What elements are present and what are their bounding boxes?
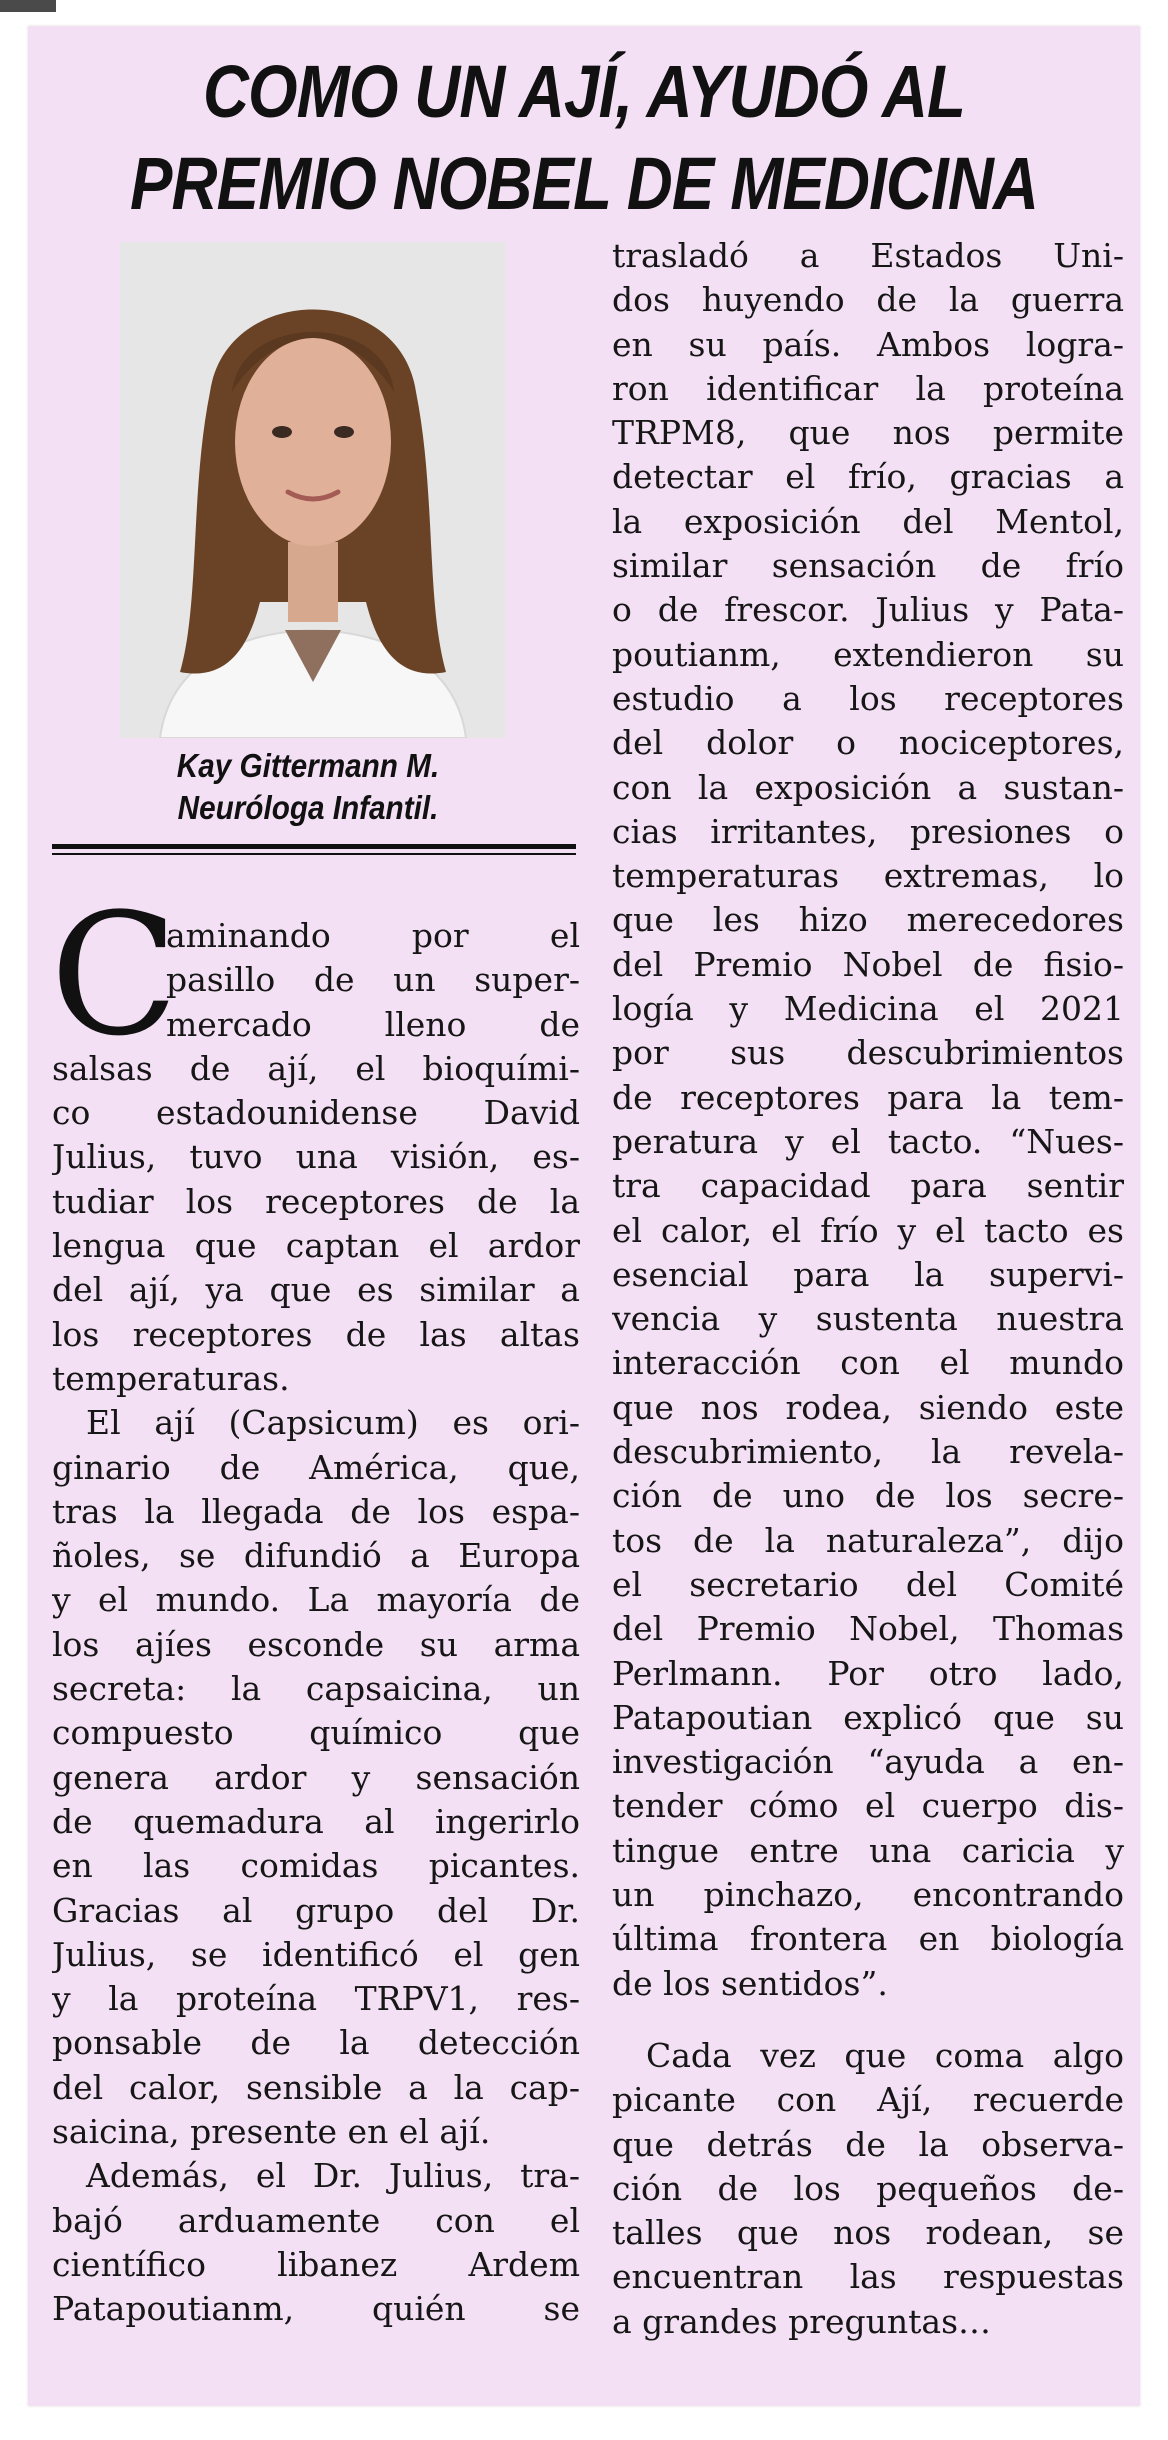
body-line: con la exposición a sustan-: [612, 767, 1124, 807]
portrait-illustration: [120, 242, 506, 738]
body-line: genera ardor y sensación: [52, 1757, 580, 1797]
body-line: y la proteína TRPV1, res-: [52, 1979, 580, 2019]
drop-cap: C: [50, 877, 179, 1073]
body-line: un pinchazo, encontrando: [612, 1874, 1124, 1914]
body-line: de los sentidos”.: [612, 1963, 888, 2003]
body-line: mercado lleno de: [166, 1004, 580, 1044]
body-line: investigación “ayuda a en-: [612, 1742, 1124, 1782]
article-headline: [106, 46, 1062, 230]
body-line: trasladó a Estados Uni-: [612, 236, 1124, 275]
paragraph-4: [612, 2034, 1124, 2344]
body-line: detectar el frío, gracias a: [612, 457, 1124, 497]
author-name: Kay Gittermann M.: [176, 747, 440, 784]
author-role: Neuróloga Infantil.: [177, 789, 439, 826]
body-line: tender cómo el cuerpo dis-: [612, 1786, 1124, 1826]
body-line: la exposición del Mentol,: [612, 501, 1124, 541]
body-line: TRPM8, que nos permite: [612, 413, 1124, 453]
body-line: compuesto químico que: [52, 1713, 580, 1753]
body-line: estudio a los receptores: [612, 678, 1124, 718]
body-line: del ají, ya que es similar a: [52, 1270, 580, 1310]
headline-line-2: PREMIO NOBEL DE MEDICINA: [129, 142, 1039, 225]
body-line: de quemadura al ingerirlo: [52, 1801, 580, 1841]
body-line: del Premio Nobel de fisio-: [612, 944, 1124, 984]
body-line: que nos rodea, siendo este: [612, 1387, 1124, 1427]
body-line: talles que nos rodean, se: [612, 2213, 1124, 2253]
body-line: lengua que captan el ardor: [52, 1226, 580, 1266]
body-line: esencial para la supervi-: [612, 1254, 1124, 1294]
body-line: ginario de América, que,: [52, 1447, 580, 1487]
body-line: Gracias al grupo del Dr.: [52, 1890, 580, 1930]
body-line: del calor, sensible a la cap-: [52, 2067, 580, 2107]
paragraph-1: [52, 1047, 580, 1401]
body-line: el secretario del Comité: [612, 1564, 1124, 1604]
paragraph-3-continued: [612, 234, 1124, 2006]
body-line: los receptores de las altas: [52, 1314, 580, 1354]
body-line: que les hizo merecedores: [612, 900, 1124, 940]
headline-line-1: COMO UN AJÍ, AYUDÓ AL: [202, 50, 966, 133]
article-panel: [28, 26, 1140, 2406]
body-line: a grandes preguntas…: [612, 2301, 992, 2341]
body-line: el calor, el frío y el tacto es: [612, 1210, 1124, 1250]
body-line: y el mundo. La mayoría de: [52, 1580, 580, 1620]
body-line: del dolor o nociceptores,: [612, 723, 1124, 763]
body-line: ción de los pequeños de-: [612, 2168, 1124, 2208]
body-line: los ajíes esconde su arma: [52, 1624, 580, 1664]
body-line: Julius, tuvo una visión, es-: [52, 1137, 580, 1177]
page-corner-mark: [0, 0, 56, 12]
body-line: ción de uno de los secre-: [612, 1476, 1124, 1516]
body-line: por sus descubrimientos: [612, 1033, 1124, 1073]
body-line: ponsable de la detección: [52, 2023, 580, 2063]
body-line: cias irritantes, presiones o: [612, 811, 1124, 851]
paragraph-2: [52, 1401, 580, 2154]
body-line: similar sensación de frío: [612, 546, 1124, 586]
body-line: bajó arduamente con el: [52, 2200, 580, 2240]
body-line: tingue entre una caricia y: [612, 1830, 1124, 1870]
body-line: Patapoutian explicó que su: [612, 1697, 1124, 1737]
body-line: ñoles, se difundió a Europa: [52, 1536, 580, 1576]
body-line: ron identificar la proteína: [612, 368, 1124, 408]
body-line: tudiar los receptores de la: [52, 1181, 580, 1221]
body-line: tos de la naturaleza”, dijo: [612, 1520, 1124, 1560]
body-line: última frontera en biología: [612, 1919, 1124, 1959]
body-line: vencia y sustenta nuestra: [612, 1299, 1124, 1339]
body-line: en su país. Ambos logra-: [612, 324, 1124, 364]
body-line: de receptores para la tem-: [612, 1077, 1124, 1117]
body-line: científico libanez Ardem: [52, 2244, 580, 2284]
body-line: descubrimiento, la revela-: [612, 1432, 1124, 1472]
body-line: poutianm, extendieron su: [612, 634, 1124, 674]
body-line: que detrás de la observa-: [612, 2124, 1124, 2164]
body-line: tras la llegada de los espa-: [52, 1491, 580, 1531]
body-line: en las comidas picantes.: [52, 1846, 580, 1886]
body-line: del Premio Nobel, Thomas: [612, 1609, 1124, 1649]
body-line: El ají (Capsicum) es ori-: [86, 1403, 580, 1443]
body-line: pasillo de un super-: [166, 960, 580, 1000]
paragraph-3: [52, 2154, 580, 2331]
body-line: peratura y el tacto. “Nues-: [612, 1121, 1124, 1161]
body-line: temperaturas.: [52, 1358, 290, 1398]
body-line: co estadounidense David: [52, 1093, 580, 1133]
body-line: dos huyendo de la guerra: [612, 280, 1124, 320]
intro-lines: [166, 914, 580, 1047]
body-line: Julius, se identificó el gen: [52, 1934, 580, 1974]
body-line: secreta: la capsaicina, un: [52, 1669, 580, 1709]
body-line: Patapoutianm, quién se: [52, 2289, 580, 2329]
body-line: salsas de ají, el bioquími-: [52, 1048, 580, 1088]
body-line: tra capacidad para sentir: [612, 1166, 1124, 1206]
caption-divider-thin: [52, 853, 576, 855]
body-line: o de frescor. Julius y Pata-: [612, 590, 1124, 630]
caption-divider-thick: [52, 844, 576, 849]
body-line: Cada vez que coma algo: [646, 2036, 1124, 2075]
body-line: temperaturas extremas, lo: [612, 856, 1124, 896]
body-line: interacción con el mundo: [612, 1343, 1124, 1383]
body-line: encuentran las respuestas: [612, 2257, 1124, 2297]
body-line: picante con Ají, recuerde: [612, 2080, 1124, 2120]
body-line: logía y Medicina el 2021: [612, 989, 1124, 1029]
body-line: aminando por el: [166, 916, 580, 955]
body-line: saicina, presente en el ají.: [52, 2112, 491, 2152]
body-line: Además, el Dr. Julius, tra-: [86, 2156, 580, 2196]
author-portrait: [120, 242, 506, 738]
body-line: Perlmann. Por otro lado,: [612, 1653, 1124, 1693]
